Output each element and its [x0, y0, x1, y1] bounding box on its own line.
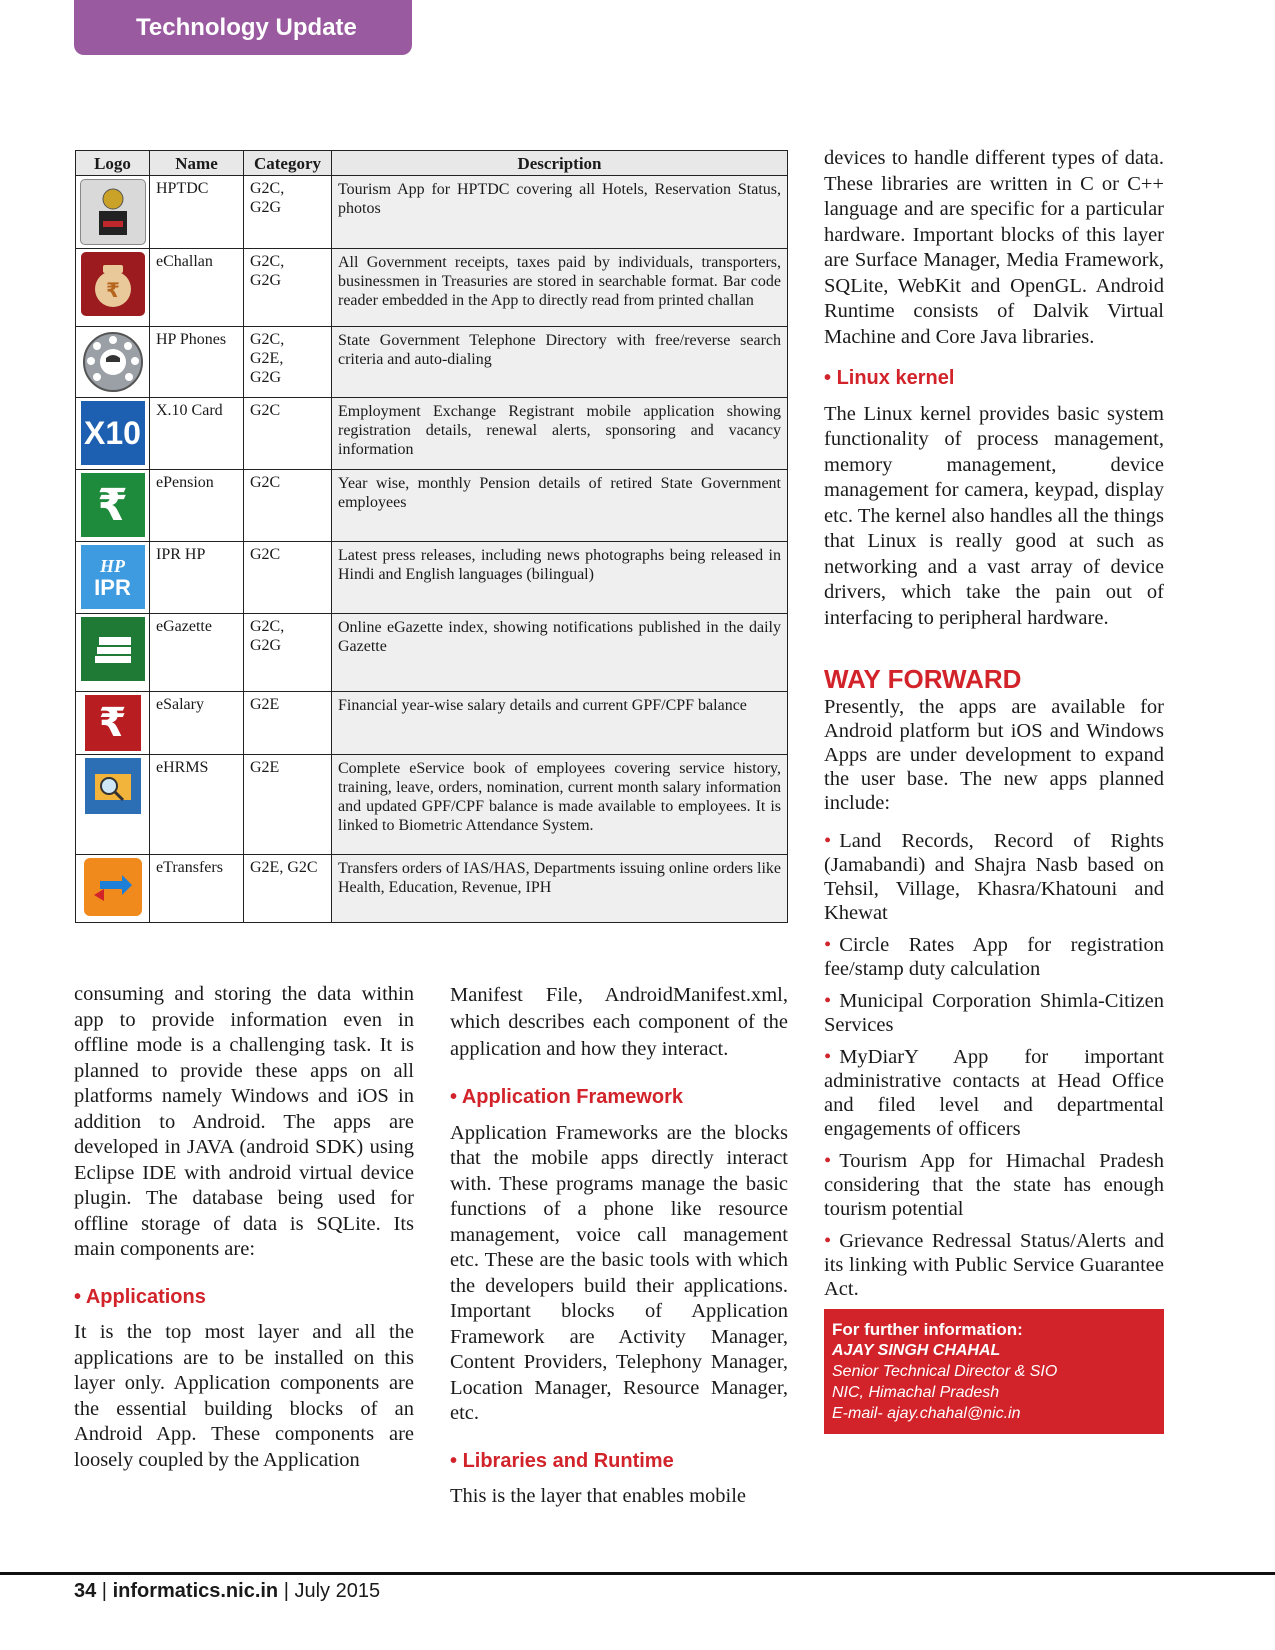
- section-header-tab: [74, 0, 412, 55]
- app-description: State Government Telephone Directory with free/reverse search criteria and auto-dialing: [332, 327, 788, 398]
- paragraph: It is the top most layer and all the applications are to be installed on this layer only. Application components are the essential building blocks of an Android App. These components are loosely coupled by the Application: [74, 1321, 414, 1471]
- app-name: ePension: [150, 470, 244, 542]
- app-description: Employment Exchange Registrant mobile application showing registration details, renewal alerts, sponsoring and vacancy information: [332, 398, 788, 470]
- subheading-libraries-runtime: • Libraries and Runtime: [450, 1449, 674, 1472]
- rotary-phone-icon: [81, 330, 145, 394]
- paragraph: devices to handle different types of data. These libraries are written in C or C++ language and are specific for a particular hardware. Important blocks of this layer are Surface Manager, Media Framework, SQLite, WebKit and OpenGL. Android Runtime consists of Dalvik Virtual Machine and Core Java libraries.: [824, 147, 1164, 348]
- subheading-label: Libraries and Runtime: [462, 1449, 674, 1472]
- list-item: • Tourism App for Himachal Pradesh considering that the state has enough tourism potential: [824, 1149, 1164, 1220]
- app-name: eTransfers: [150, 855, 244, 923]
- list-item: • Municipal Corporation Shimla-Citizen Services: [824, 989, 1164, 1036]
- list-item: • MyDiarY App for important administrative contacts at Head Office and filed level and departmental engagements of officers: [824, 1045, 1164, 1140]
- table-row: [76, 327, 788, 398]
- app-name: eHRMS: [150, 755, 244, 855]
- app-name: eGazette: [150, 614, 244, 692]
- app-category: G2C: [244, 470, 332, 542]
- table-row: [76, 855, 788, 923]
- app-description: Complete eService book of employees covering service history, training, leave, orders, nomination, current month salary information and updated GPF/CPF balance is made available to employees. It is linked to Biometric Attendance System.: [332, 755, 788, 855]
- rupee-person-red-icon: ₹: [85, 695, 141, 751]
- heading-way-forward: WAY FORWARD: [824, 664, 1022, 694]
- app-category: G2E: [244, 692, 332, 755]
- table-row: [76, 398, 788, 470]
- list-item: • Grievance Redressal Status/Alerts and its linking with Public Service Guarantee Act.: [824, 1229, 1164, 1300]
- app-category: G2C, G2G: [244, 249, 332, 327]
- rupee-person-green-icon: ₹: [81, 473, 145, 537]
- contact-email[interactable]: E-mail- ajay.chahal@nic.in: [832, 1404, 1021, 1422]
- app-name: IPR HP: [150, 542, 244, 614]
- table-row: [76, 249, 788, 327]
- table-row: [76, 542, 788, 614]
- transfer-arrows-icon: [84, 858, 142, 916]
- table-row: [76, 755, 788, 855]
- list-item: • Circle Rates App for registration fee/stamp duty calculation: [824, 933, 1164, 980]
- footer-site[interactable]: informatics.nic.in: [112, 1580, 279, 1602]
- app-category: G2C, G2G: [244, 614, 332, 692]
- section-title: Technology Update: [136, 14, 357, 41]
- contact-title: For further information:: [832, 1319, 1023, 1339]
- app-category: G2C, G2E, G2G: [244, 327, 332, 398]
- column-middle: [450, 982, 788, 1524]
- subheading-label: Application Framework: [461, 1086, 683, 1108]
- table-header-description: Description: [332, 151, 788, 176]
- column-left: [74, 982, 414, 1487]
- table-header-name: Name: [150, 151, 244, 176]
- app-name: X.10 Card: [150, 398, 244, 470]
- planned-apps-list: [824, 829, 1164, 1301]
- app-description: Transfers orders of IAS/HAS, Departments issuing online orders like Health, Education, Revenue, IPH: [332, 855, 788, 923]
- paragraph: Application Frameworks are the blocks that the mobile apps directly interact with. These programs manage the basic functions of a phone like resource management, voice call management etc. These are the basic tools with which the developers build their applications. Important blocks of Application Framework are Activity Manager, Content Providers, Telephony Manager, Location Manager, Resource Manager, etc.: [450, 1121, 788, 1424]
- paragraph: consuming and storing the data within app to provide information even in offline mode is a challenging task. It is planned to provide these apps on all platforms namely Windows and iOS in addition to Android. The apps are developed in JAVA (android SDK) using Eclipse IDE with android virtual device plugin. The database being used for offline storage of data is SQLite. Its main components are:: [74, 983, 414, 1260]
- page-footer: 34 | informatics.nic.in | July 2015: [74, 1580, 381, 1602]
- app-name: HPTDC: [150, 176, 244, 249]
- subheading-linux-kernel: • Linux kernel: [824, 367, 955, 389]
- app-category: G2C: [244, 398, 332, 470]
- contact-info-box: [824, 1309, 1164, 1434]
- ipr-hp-icon: HP IPR: [81, 545, 145, 609]
- app-description: Year wise, monthly Pension details of retired State Government employees: [332, 470, 788, 542]
- table-row: [76, 176, 788, 249]
- page-number: 34: [74, 1580, 97, 1602]
- folder-search-icon: [85, 758, 141, 814]
- column-right: [824, 146, 1164, 1434]
- subheading-label: Linux kernel: [836, 367, 955, 389]
- document-stack-icon: [81, 617, 145, 681]
- paragraph: Manifest File, AndroidManifest.xml, which describes each component of the application and how they interact.: [450, 984, 788, 1060]
- table-row: [76, 614, 788, 692]
- x10-card-icon: X10: [81, 401, 145, 465]
- table-row: [76, 470, 788, 542]
- table-header-category: Category: [244, 151, 332, 176]
- app-category: G2C, G2G: [244, 176, 332, 249]
- table-header-logo: Logo: [76, 151, 150, 176]
- money-pot-icon: [81, 252, 145, 316]
- subheading-label: Applications: [85, 1285, 206, 1308]
- paragraph: This is the layer that enables mobile: [450, 1485, 747, 1507]
- paragraph: Presently, the apps are available for Android platform but iOS and Windows Apps are under development to expand the user base. The new apps planned include:: [824, 695, 1164, 814]
- app-category: G2E: [244, 755, 332, 855]
- app-name: eSalary: [150, 692, 244, 755]
- hptdc-emblem-icon: [80, 179, 146, 245]
- app-name: eChallan: [150, 249, 244, 327]
- contact-designation: Senior Technical Director & SIO: [832, 1362, 1058, 1380]
- app-description: Online eGazette index, showing notifications published in the daily Gazette: [332, 614, 788, 692]
- app-description: Financial year-wise salary details and current GPF/CPF balance: [332, 692, 788, 755]
- contact-organization: NIC, Himachal Pradesh: [832, 1383, 1000, 1401]
- subheading-application-framework: • Application Framework: [450, 1086, 683, 1108]
- app-description: All Government receipts, taxes paid by individuals, transporters, businessmen in Treasuries are stored in searchable format. Bar code reader embedded in the App to directly read from printed challan: [332, 249, 788, 327]
- app-description: Latest press releases, including news photographs being released in Hindi and English languages (bilingual): [332, 542, 788, 614]
- subheading-applications: • Applications: [74, 1285, 206, 1308]
- svg-text:₹: ₹: [105, 278, 120, 302]
- app-description: Tourism App for HPTDC covering all Hotels, Reservation Status, photos: [332, 176, 788, 249]
- app-category: G2C: [244, 542, 332, 614]
- table-row: [76, 692, 788, 755]
- table-header-row: [76, 151, 788, 176]
- paragraph: The Linux kernel provides basic system functionality of process management, memory management, device management for camera, keypad, display etc. The kernel also handles all the things that Linux is really good at such as networking and a vast array of device drivers, which take the pain out of interfacing to peripheral hardware.: [824, 402, 1164, 629]
- footer-divider: [0, 1572, 1275, 1575]
- list-item: • Land Records, Record of Rights (Jamabandi) and Shajra Nasb based on Tehsil, Village, Khasra/Khatouni and Khewat: [824, 829, 1164, 924]
- apps-table: [75, 150, 788, 923]
- footer-date: July 2015: [294, 1580, 381, 1602]
- app-name: HP Phones: [150, 327, 244, 398]
- contact-name: AJAY SINGH CHAHAL: [832, 1341, 1001, 1359]
- app-category: G2E, G2C: [244, 855, 332, 923]
